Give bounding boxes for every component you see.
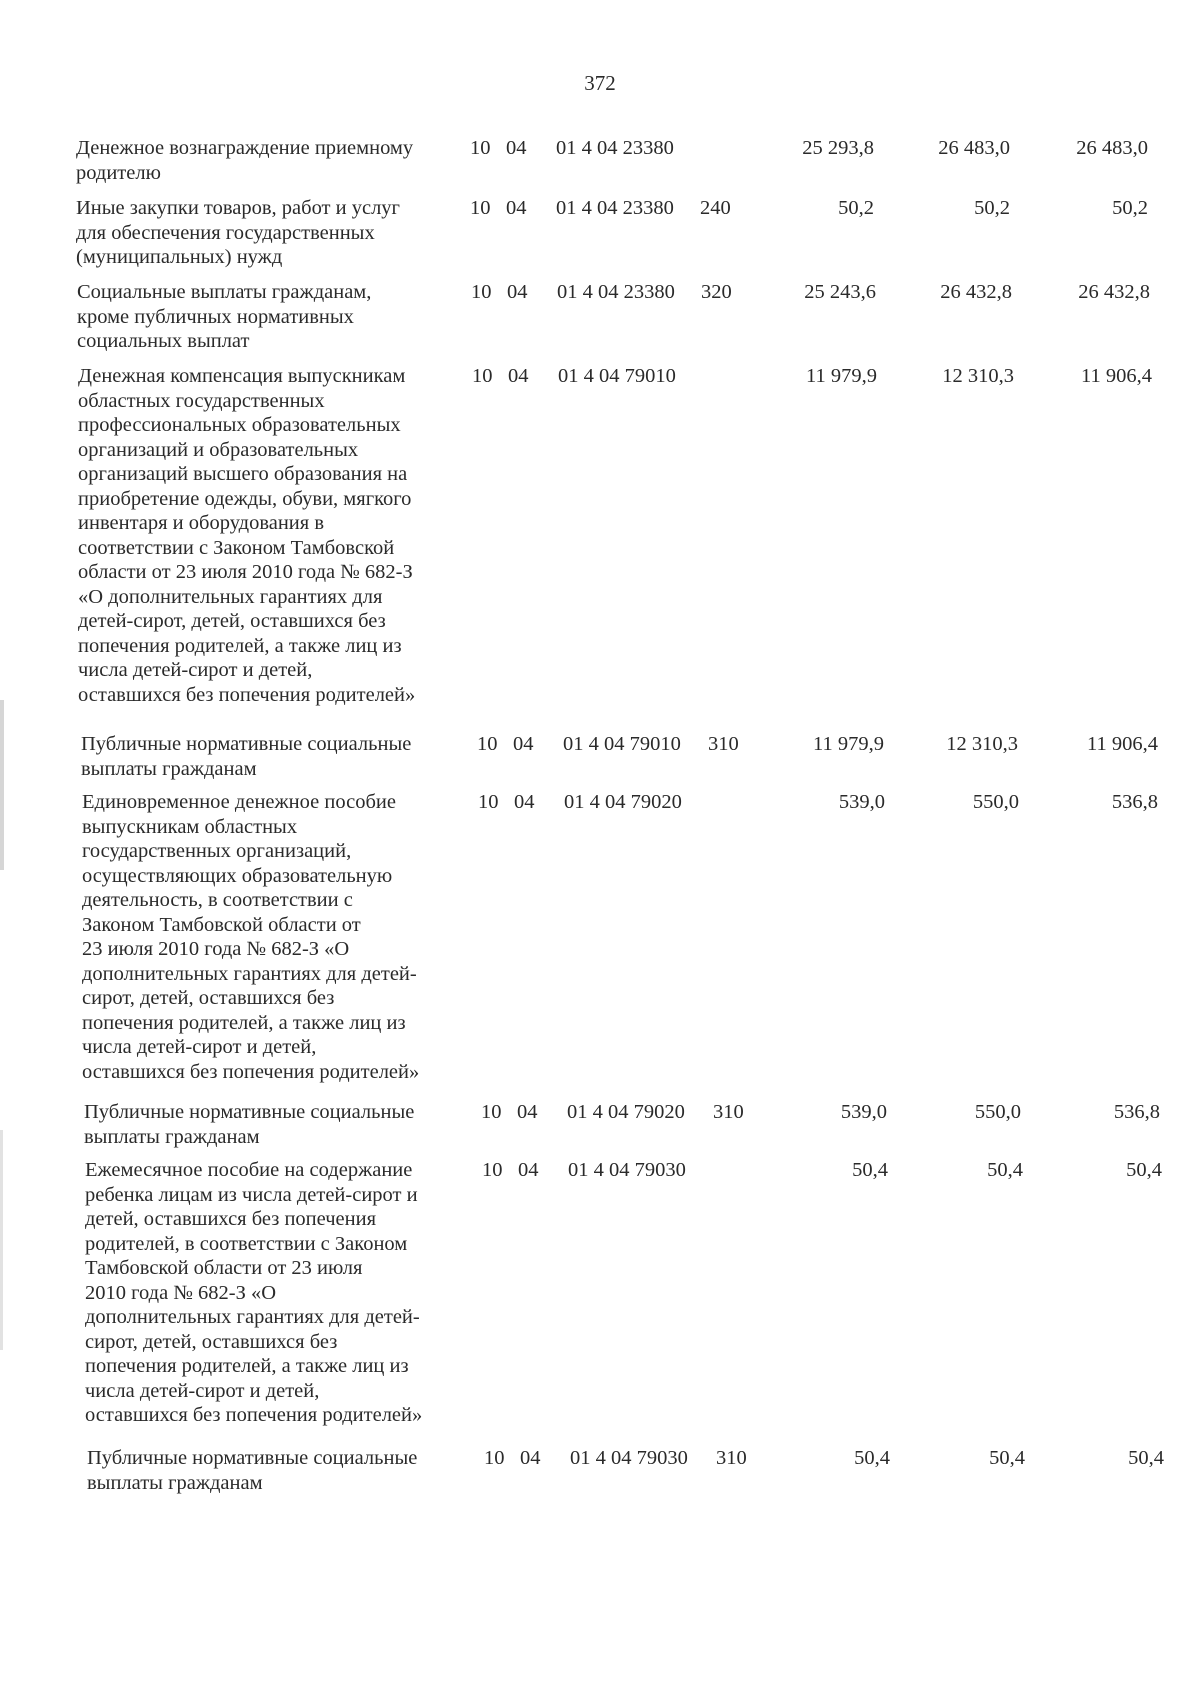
amount-year-2: 550,0 — [972, 791, 1019, 813]
row-description: Публичные нормативные социальные выплаты гражданам — [84, 1101, 415, 1148]
amount-year-1: 539,0 — [838, 791, 885, 813]
amount-year-1: 539,0 — [840, 1101, 887, 1123]
amount-year-3: 536,8 — [1111, 791, 1158, 813]
row-description: Денежная компенсация выпускникам областных государственных профессиональных образовательных организаций и образовательных организаций высшего образования на приобретение одежды, обуви, мягкого инвентаря и оборудования в соответствии с Законом Тамбовской области от 23 июля 2010 года № 682-З «О дополнительных гарантиях для детей-сирот, детей, оставшихся без попечения родителей, а также лиц из числа детей-сирот и детей, оставшихся без попечения родителей» — [78, 365, 416, 706]
amount-year-3: 536,8 — [1113, 1101, 1160, 1123]
section-code: 10 — [477, 733, 498, 755]
target-article-code: 01 4 04 79030 — [570, 1447, 688, 1469]
target-article-code: 01 4 04 79030 — [568, 1159, 686, 1181]
amount-year-1: 50,4 — [852, 1159, 888, 1181]
amount-year-3: 50,4 — [1126, 1159, 1162, 1181]
amount-year-3: 26 483,0 — [1076, 137, 1148, 159]
amount-year-2: 26 483,0 — [938, 137, 1010, 159]
row-description: Единовременное денежное пособие выпускникам областных государственных организаций, осуществляющих образовательную деятельность, в соответствии с Законом Тамбовской области от 23 июля 2010 года № 682-З «О дополнительных гарантиях для детей- сирот, детей, оставшихся без попечения родителей, а также лиц из числа детей-сирот и детей, оставшихся без попечения родителей» — [82, 791, 420, 1083]
section-code: 10 — [481, 1101, 502, 1123]
expense-type-code: 310 — [716, 1447, 747, 1469]
target-article-code: 01 4 04 79010 — [558, 365, 676, 387]
target-article-code: 01 4 04 23380 — [556, 137, 674, 159]
target-article-code: 01 4 04 79020 — [567, 1101, 685, 1123]
target-article-code: 01 4 04 23380 — [557, 281, 675, 303]
scan-edge-mark — [0, 700, 4, 870]
expense-type-code: 240 — [700, 197, 731, 219]
section-code: 10 — [472, 365, 493, 387]
amount-year-1: 25 293,8 — [802, 137, 874, 159]
amount-year-3: 26 432,8 — [1078, 281, 1150, 303]
subsection-code: 04 — [508, 365, 529, 387]
expense-type-code: 310 — [713, 1101, 744, 1123]
amount-year-2: 50,2 — [974, 197, 1010, 219]
section-code: 10 — [471, 281, 492, 303]
subsection-code: 04 — [513, 733, 534, 755]
amount-year-2: 50,4 — [989, 1447, 1025, 1469]
row-description: Ежемесячное пособие на содержание ребенка лицам из числа детей-сирот и детей, оставшихся без попечения родителей, в соответствии с Законом Тамбовской области от 23 июля 2010 года № 682-З «О дополнительных гарантиях для детей- сирот, детей, оставшихся без попечения родителей, а также лиц из числа детей-сирот и детей, оставшихся без попечения родителей» — [85, 1159, 423, 1426]
amount-year-1: 25 243,6 — [804, 281, 876, 303]
amount-year-2: 12 310,3 — [946, 733, 1018, 755]
row-description: Публичные нормативные социальные выплаты гражданам — [81, 733, 412, 780]
section-code: 10 — [478, 791, 499, 813]
amount-year-2: 12 310,3 — [942, 365, 1014, 387]
amount-year-3: 50,2 — [1112, 197, 1148, 219]
subsection-code: 04 — [506, 197, 527, 219]
subsection-code: 04 — [506, 137, 527, 159]
amount-year-3: 11 906,4 — [1087, 733, 1158, 755]
subsection-code: 04 — [517, 1101, 538, 1123]
target-article-code: 01 4 04 79020 — [564, 791, 682, 813]
row-description: Иные закупки товаров, работ и услуг для обеспечения государственных (муниципальных) нужд — [76, 197, 400, 268]
amount-year-1: 50,2 — [838, 197, 874, 219]
subsection-code: 04 — [514, 791, 535, 813]
row-description: Денежное вознаграждение приемному родителю — [76, 137, 414, 184]
expense-type-code: 310 — [708, 733, 739, 755]
amount-year-1: 50,4 — [854, 1447, 890, 1469]
section-code: 10 — [470, 197, 491, 219]
amount-year-2: 50,4 — [987, 1159, 1023, 1181]
amount-year-1: 11 979,9 — [806, 365, 877, 387]
subsection-code: 04 — [507, 281, 528, 303]
amount-year-1: 11 979,9 — [813, 733, 884, 755]
row-description: Публичные нормативные социальные выплаты гражданам — [87, 1447, 418, 1494]
target-article-code: 01 4 04 23380 — [556, 197, 674, 219]
amount-year-2: 26 432,8 — [940, 281, 1012, 303]
amount-year-3: 11 906,4 — [1081, 365, 1152, 387]
page-number: 372 — [584, 71, 616, 95]
subsection-code: 04 — [520, 1447, 541, 1469]
row-description: Социальные выплаты гражданам, кроме публичных нормативных социальных выплат — [77, 281, 372, 352]
subsection-code: 04 — [518, 1159, 539, 1181]
expense-type-code: 320 — [701, 281, 732, 303]
section-code: 10 — [470, 137, 491, 159]
section-code: 10 — [484, 1447, 505, 1469]
amount-year-2: 550,0 — [974, 1101, 1021, 1123]
target-article-code: 01 4 04 79010 — [563, 733, 681, 755]
scan-edge-mark — [0, 1130, 3, 1350]
section-code: 10 — [482, 1159, 503, 1181]
amount-year-3: 50,4 — [1128, 1447, 1164, 1469]
